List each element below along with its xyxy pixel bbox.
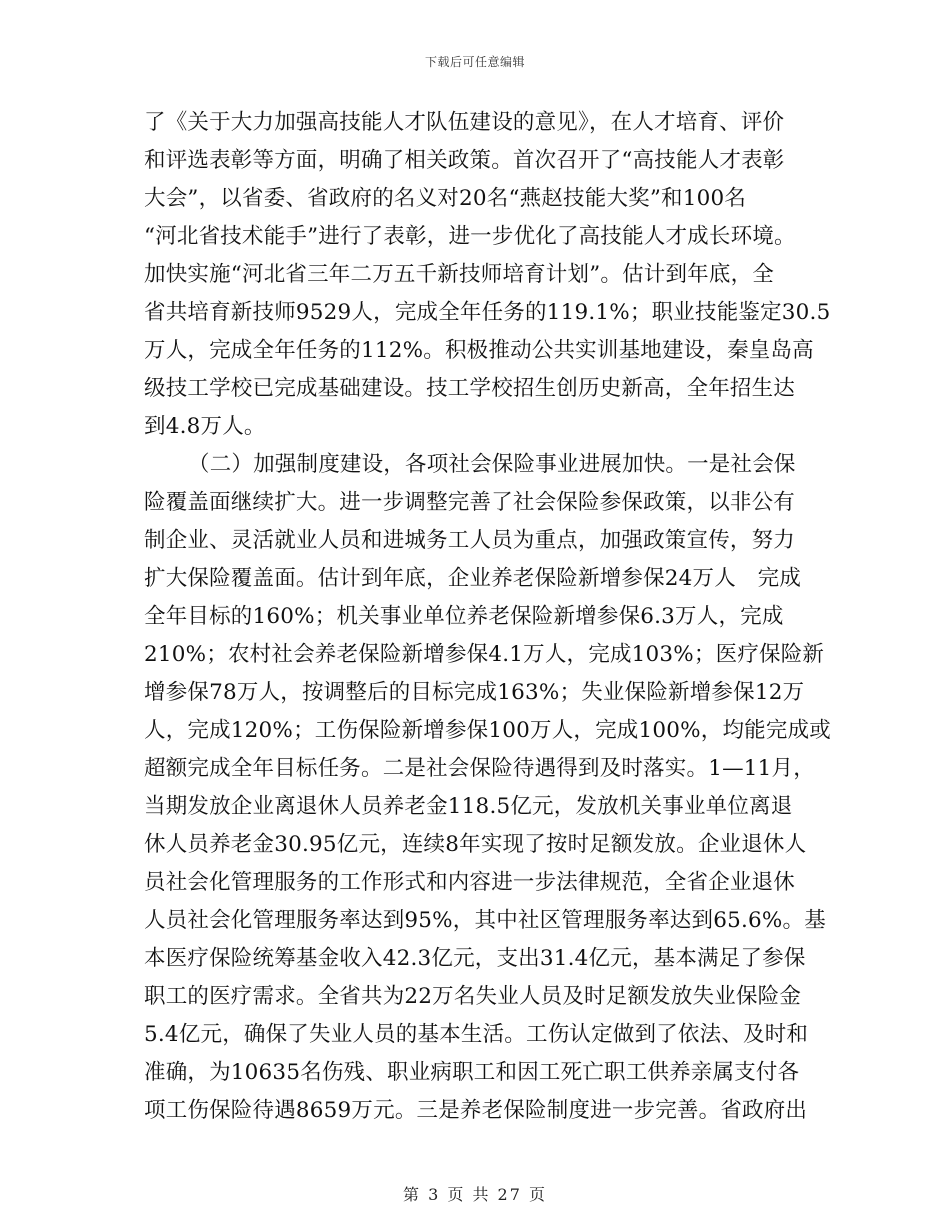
text-line: 当期发放企业离退休人员养老金118.5亿元，发放机关事业单位离退 bbox=[144, 794, 793, 819]
text-line: 休人员养老金30.95亿元，连续8年实现了按时足额发放。企业退休人 bbox=[144, 832, 807, 857]
text-line: 员社会化管理服务的工作形式和内容进一步法律规范，全省企业退休 bbox=[144, 870, 796, 895]
text-line: 万人，完成全年任务的112%。积极推动公共实训基地建设，秦皇岛高 bbox=[144, 338, 814, 363]
page-header: 下载后可任意编辑 bbox=[424, 55, 525, 69]
text-line: 5.4亿元，确保了失业人员的基本生活。工伤认定做到了依法、及时和 bbox=[144, 1022, 809, 1047]
document-body bbox=[144, 104, 831, 1130]
text-line: 和评选表彰等方面，明确了相关政策。首次召开了“高技能人才表彰 bbox=[144, 148, 785, 173]
text-line: 增参保78万人，按调整后的目标完成163%；失业保险新增参保12万 bbox=[144, 680, 805, 705]
text-line: 了《关于大力加强高技能人才队伍建设的意见》，在人才培育、评价 bbox=[144, 110, 785, 135]
text-line: 加快实施“河北省三年二万五千新技师培育计划”。估计到年底，全 bbox=[144, 262, 774, 287]
text-line: 准确，为10635名伤残、职业病职工和因工死亡职工供养亲属支付各 bbox=[144, 1060, 800, 1085]
section-heading-line: （二）加强制度建设，各项社会保险事业进展加快。一是社会保 bbox=[188, 452, 796, 477]
text-line: 超额完成全年目标任务。二是社会保险待遇得到及时落实。1—11月， bbox=[144, 756, 815, 781]
text-line: 险覆盖面继续扩大。进一步调整完善了社会保险参保政策，以非公有 bbox=[144, 490, 796, 515]
text-line: 项工伤保险待遇8659万元。三是养老保险制度进一步完善。省政府出 bbox=[144, 1098, 808, 1123]
text-line: 扩大保险覆盖面。估计到年底，企业养老保险新增参保24万人 完成 bbox=[144, 566, 802, 591]
text-line: 级技工学校已完成基础建设。技工学校招生创历史新高，全年招生达 bbox=[144, 376, 796, 401]
text-line: “河北省技术能手”进行了表彰，进一步优化了高技能人才成长环境。 bbox=[144, 224, 796, 249]
text-line: 210%；农村社会养老保险新增参保4.1万人，完成103%；医疗保险新 bbox=[144, 642, 825, 667]
text-line: 大会”，以省委、省政府的名义对20名“燕赵技能大奖”和100名 bbox=[144, 186, 747, 211]
text-line: 省共培育新技师9529人，完成全年任务的119.1%；职业技能鉴定30.5 bbox=[144, 300, 831, 325]
text-line: 全年目标的160%；机关事业单位养老保险新增参保6.3万人，完成 bbox=[144, 604, 784, 629]
text-line: 到4.8万人。 bbox=[144, 414, 266, 439]
page-number-footer: 第 3 页 共 27 页 bbox=[403, 1185, 547, 1204]
text-line: 人员社会化管理服务率达到95%，其中社区管理服务率达到65.6%。基 bbox=[144, 908, 826, 933]
text-line: 职工的医疗需求。全省共为22万名失业人员及时足额发放失业保险金 bbox=[144, 984, 802, 1009]
text-line: 制企业、灵活就业人员和进城务工人员为重点，加强政策宣传，努力 bbox=[144, 528, 796, 553]
text-line: 人，完成120%；工伤保险新增参保100万人，完成100%，均能完成或 bbox=[144, 718, 831, 743]
text-line: 本医疗保险统筹基金收入42.3亿元，支出31.4亿元，基本满足了参保 bbox=[144, 946, 806, 971]
